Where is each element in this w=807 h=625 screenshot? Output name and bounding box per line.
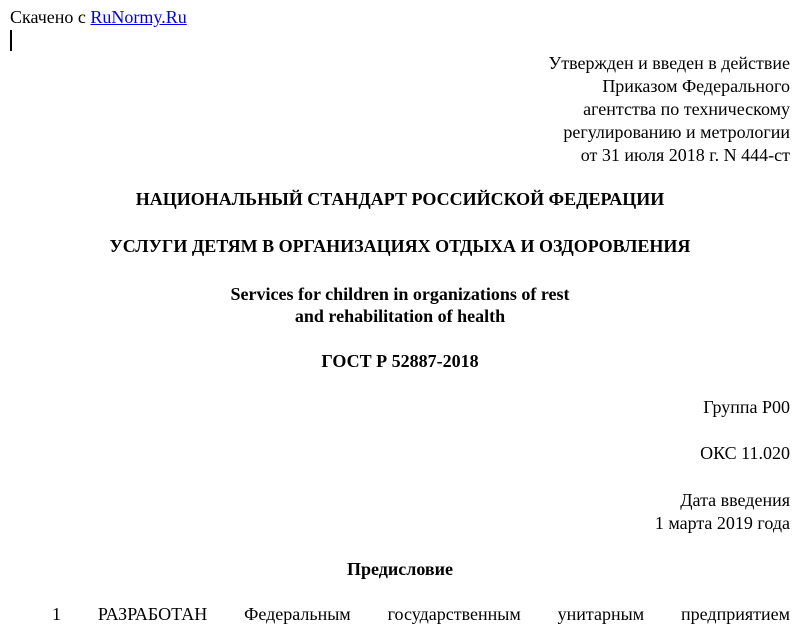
service-title: УСЛУГИ ДЕТЯМ В ОРГАНИЗАЦИЯХ ОТДЫХА И ОЗДОРОВЛЕНИЯ — [109, 236, 691, 256]
national-standard-title: НАЦИОНАЛЬНЫЙ СТАНДАРТ РОССИЙСКОЙ ФЕДЕРАЦИИ — [135, 189, 665, 209]
approval-block — [548, 52, 790, 167]
download-source-line — [10, 6, 187, 28]
preface-item-1: 1 РАЗРАБОТАН Федеральным государственным унитарным предприятием — [52, 604, 790, 624]
approval-line: Утвержден и введен в действие — [548, 53, 790, 73]
english-title-line: and rehabilitation of health — [294, 306, 506, 326]
runormy-link[interactable]: RuNormy.Ru — [90, 7, 187, 27]
oks-code: ОКС 11.020 — [700, 443, 790, 463]
approval-line: от 31 июля 2018 г. N 444-ст — [580, 145, 790, 165]
approval-line: агентства по техническому — [583, 99, 790, 119]
text-cursor — [10, 30, 12, 51]
english-title-line: Services for children in organizations of rest — [230, 284, 570, 304]
approval-line: Приказом Федерального — [602, 76, 790, 96]
preface-heading: Предисловие — [347, 559, 453, 579]
group-code: Группа Р00 — [703, 397, 790, 417]
date-value: 1 марта 2019 года — [654, 513, 790, 533]
gost-number: ГОСТ Р 52887-2018 — [321, 351, 479, 371]
approval-line: регулированию и метрологии — [563, 122, 790, 142]
introduction-date — [655, 489, 790, 535]
date-label: Дата введения — [680, 490, 790, 510]
english-title — [0, 283, 800, 327]
download-prefix: Скачено с — [10, 7, 91, 27]
